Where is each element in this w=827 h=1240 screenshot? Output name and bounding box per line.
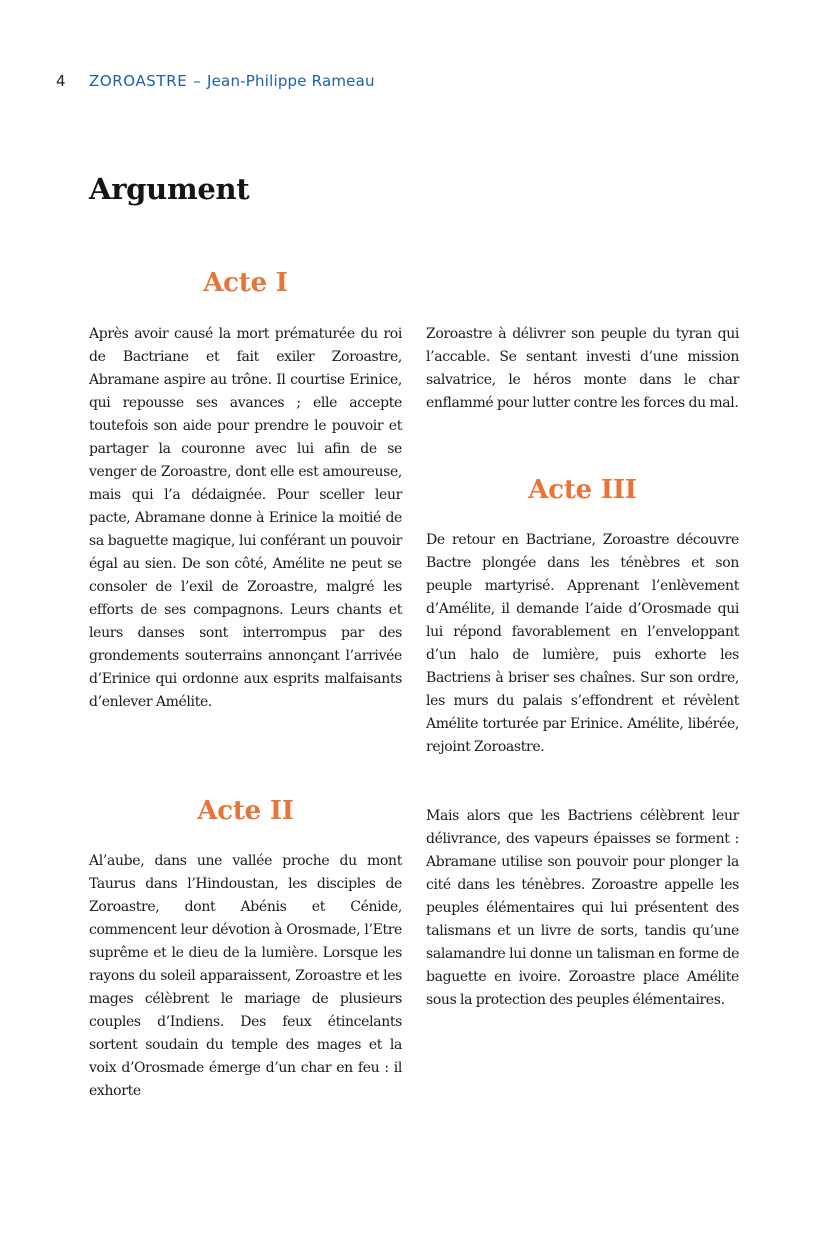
page-title: Argument — [89, 172, 250, 206]
running-header — [89, 72, 375, 90]
header-composer: Jean-Philippe Rameau — [207, 72, 375, 90]
act-3-paragraph-1: De retour en Bactriane, Zoroastre découvre Bactre plongée dans les ténèbres et son peuple martyrisé. Apprenant l’enlèvement d’Amélite, il demande l’aide d’Orosmade qui lui répond favorablement en l’enveloppant d’un halo de lumière, puis exhorte les Bactriens à briser ses chaînes. Sur son ordre, les murs du palais s’effondrent et révèlent Amélite torturée par Erinice. Amélite, libérée, rejoint Zoroastre. — [426, 532, 739, 755]
act-3-paragraph-2: Mais alors que les Bactriens célèbrent leur délivrance, des vapeurs épaisses se forment : Abramane utilise son pouvoir pour plonger la cité dans les ténèbres. Zoroastre appelle les peuples élémentaires qui lui présentent des talismans et un livre de sorts, tandis qu’une salamandre lui donne un talisman en forme de baguette en ivoire. Zoroastre place Amélite sous la protection des peuples élémentaires. — [426, 808, 739, 1008]
act-2-paragraph-1: Al’aube, dans une vallée proche du mont Taurus dans l’Hindoustan, les disciples de Zoroastre, dont Abénis et Cénide, commencent leur dévotion à Orosmade, l’Etre suprême et le dieu de la lumière. Lorsque les rayons du soleil apparaissent, Zoroastre et les mages célèbrent le mariage de plusieurs couples d’Indiens. Des feux étincelants sortent soudain du temple des mages et la voix d’Orosmade émerge d’un char en feu : il exhorte — [89, 853, 402, 1099]
header-separator: – — [193, 72, 201, 90]
header-work-title: ZOROASTRE — [89, 72, 188, 90]
act-1-heading: Acte I — [203, 268, 288, 298]
act-2-heading: Acte II — [197, 796, 294, 826]
act-3-heading: Acte III — [528, 475, 637, 505]
act-2-paragraph-2: Zoroastre à délivrer son peuple du tyran qui l’accable. Se sentant investi d’une mission salvatrice, le héros monte dans le char enflammé pour lutter contre les forces du mal. — [426, 326, 739, 411]
act-1-paragraph: Après avoir causé la mort prématurée du roi de Bactriane et fait exiler Zoroastre, Abramane aspire au trône. Il courtise Erinice, qui repousse ses avances ; elle accepte toutefois son aide pour prendre le pouvoir et partager la couronne avec lui afin de se venger de Zoroastre, dont elle est amoureuse, mais qui l’a dédaignée. Pour sceller leur pacte, Abramane donne à Erinice la moitié de sa baguette magique, lui conférant un pouvoir égal au sien. De son côté, Amélite ne peut se consoler de l’exil de Zoroastre, malgré les efforts de ses compagnons. Leurs chants et leurs danses sont interrompus par des grondements souterrains annonçant l’arrivée d’Erinice qui ordonne aux esprits malfaisants d’enlever Amélite. — [89, 326, 402, 710]
page-number: 4 — [56, 72, 66, 90]
